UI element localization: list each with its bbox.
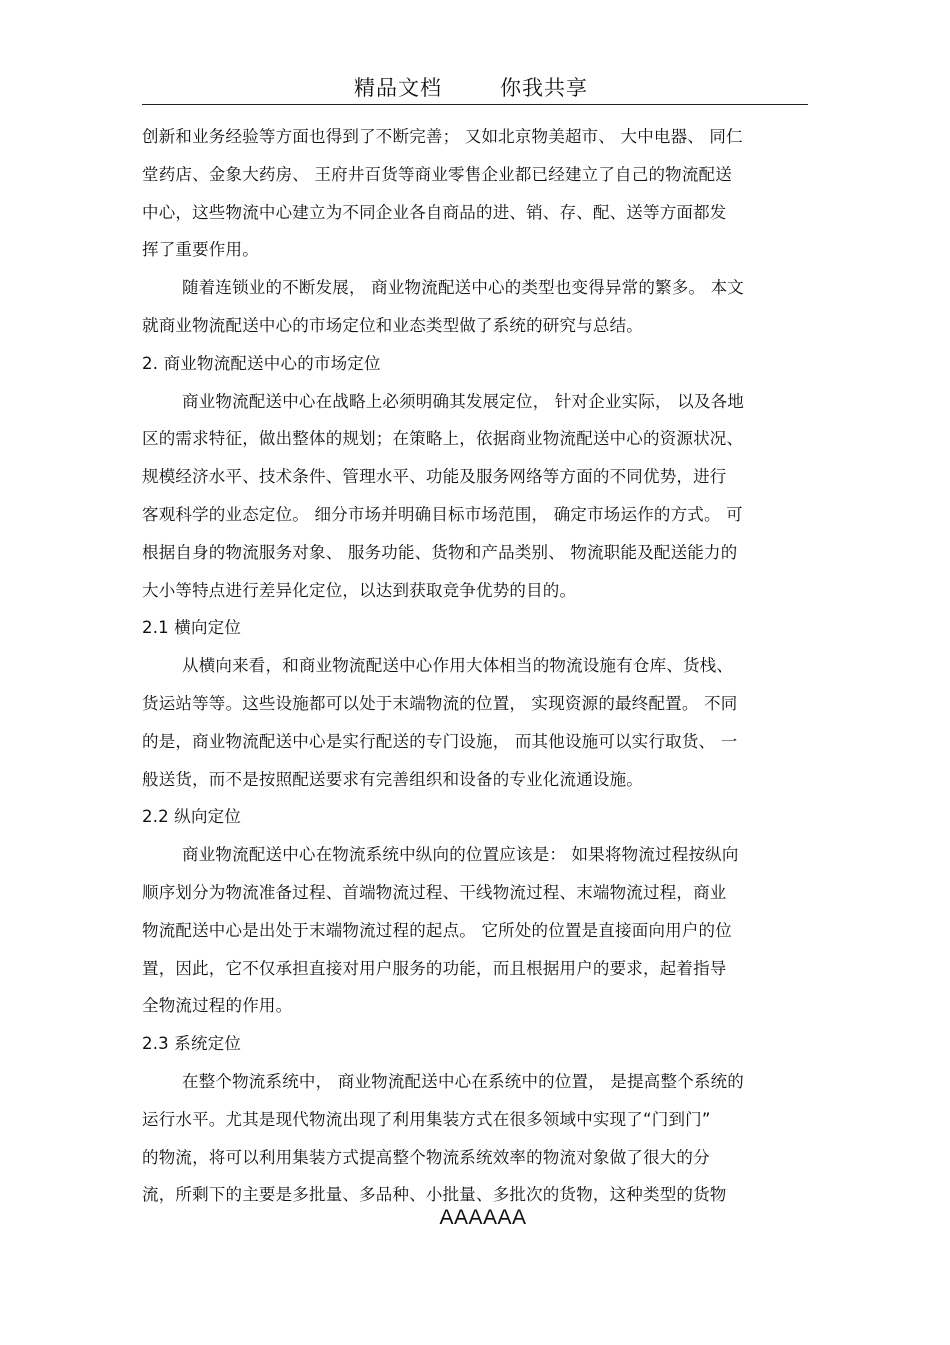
text-line: 流，所剩下的主要是多批量、多品种、小批量、多批次的货物，这种类型的货物 bbox=[142, 1185, 727, 1205]
text-line: 商业物流配送中心在物流系统中纵向的位置应该是： 如果将物流过程按纵向 bbox=[182, 845, 739, 865]
text-line: 的物流，将可以利用集装方式提高整个物流系统效率的物流对象做了很大的分 bbox=[142, 1147, 710, 1167]
text-line: 就商业物流配送中心的市场定位和业态类型做了系统的研究与总结。 bbox=[142, 315, 643, 335]
page-footer: AAAAAA bbox=[439, 1206, 527, 1229]
text-line: 大小等特点进行差异化定位，以达到获取竞争优势的目的。 bbox=[142, 580, 577, 600]
section-heading: 2.2 纵向定位 bbox=[142, 807, 242, 827]
text-line: 客观科学的业态定位。 细分市场并明确目标市场范围， 确定市场运作的方式。 可 bbox=[142, 504, 743, 524]
text-line: 规模经济水平、技术条件、管理水平、功能及服务网络等方面的不同优势，进行 bbox=[142, 467, 727, 487]
text-line: 在整个物流系统中， 商业物流配送中心在系统中的位置， 是提高整个系统的 bbox=[182, 1071, 744, 1091]
text-line: 运行水平。尤其是现代物流出现了利用集装方式在很多领域中实现了“门到门” bbox=[142, 1109, 711, 1129]
text-line: 根据自身的物流服务对象、 服务功能、货物和产品类别、 物流职能及配送能力的 bbox=[142, 542, 738, 562]
text-line: 物流配送中心是出处于末端物流过程的起点。 它所处的位置是直接面向用户的位 bbox=[142, 920, 732, 940]
text-line: 商业物流配送中心在战略上必须明确其发展定位， 针对企业实际， 以及各地 bbox=[182, 391, 744, 411]
section-heading: 2.1 横向定位 bbox=[142, 618, 242, 638]
text-line: 的是，商业物流配送中心是实行配送的专门设施， 而其他设施可以实行取货、 一 bbox=[142, 731, 738, 751]
text-line: 货运站等等。这些设施都可以处于末端物流的位置， 实现资源的最终配置。 不同 bbox=[142, 693, 738, 713]
section-heading: 2. 商业物流配送中心的市场定位 bbox=[142, 353, 381, 373]
text-line: 挥了重要作用。 bbox=[142, 240, 259, 260]
text-line: 顺序划分为物流准备过程、首端物流过程、干线物流过程、末端物流过程，商业 bbox=[142, 882, 727, 902]
section-heading: 2.3 系统定位 bbox=[142, 1034, 242, 1054]
page-header bbox=[142, 70, 808, 105]
text-line: 创新和业务经验等方面也得到了不断完善； 又如北京物美超市、 大中电器、 同仁 bbox=[142, 127, 743, 146]
document-body bbox=[142, 118, 808, 1214]
header-right-text: 你我共享 bbox=[500, 76, 588, 100]
text-line: 中心，这些物流中心建立为不同企业各自商品的进、销、存、配、送等方面都发 bbox=[142, 202, 727, 222]
header-left-text: 精品文档 bbox=[354, 76, 442, 100]
text-line: 全物流过程的作用。 bbox=[142, 996, 293, 1016]
text-line: 随着连锁业的不断发展， 商业物流配送中心的类型也变得异常的繁多。 本文 bbox=[182, 278, 744, 298]
text-line: 从横向来看，和商业物流配送中心作用大体相当的物流设施有仓库、货栈、 bbox=[182, 656, 734, 676]
text-line: 堂药店、金象大药房、 王府井百货等商业零售企业都已经建立了自己的物流配送 bbox=[142, 164, 732, 184]
text-line: 般送货，而不是按照配送要求有完善组织和设备的专业化流通设施。 bbox=[142, 769, 643, 789]
text-line: 区的需求特征，做出整体的规划；在策略上，依据商业物流配送中心的资源状况、 bbox=[142, 429, 744, 449]
text-line: 置，因此，它不仅承担直接对用户服务的功能，而且根据用户的要求，起着指导 bbox=[142, 958, 727, 978]
